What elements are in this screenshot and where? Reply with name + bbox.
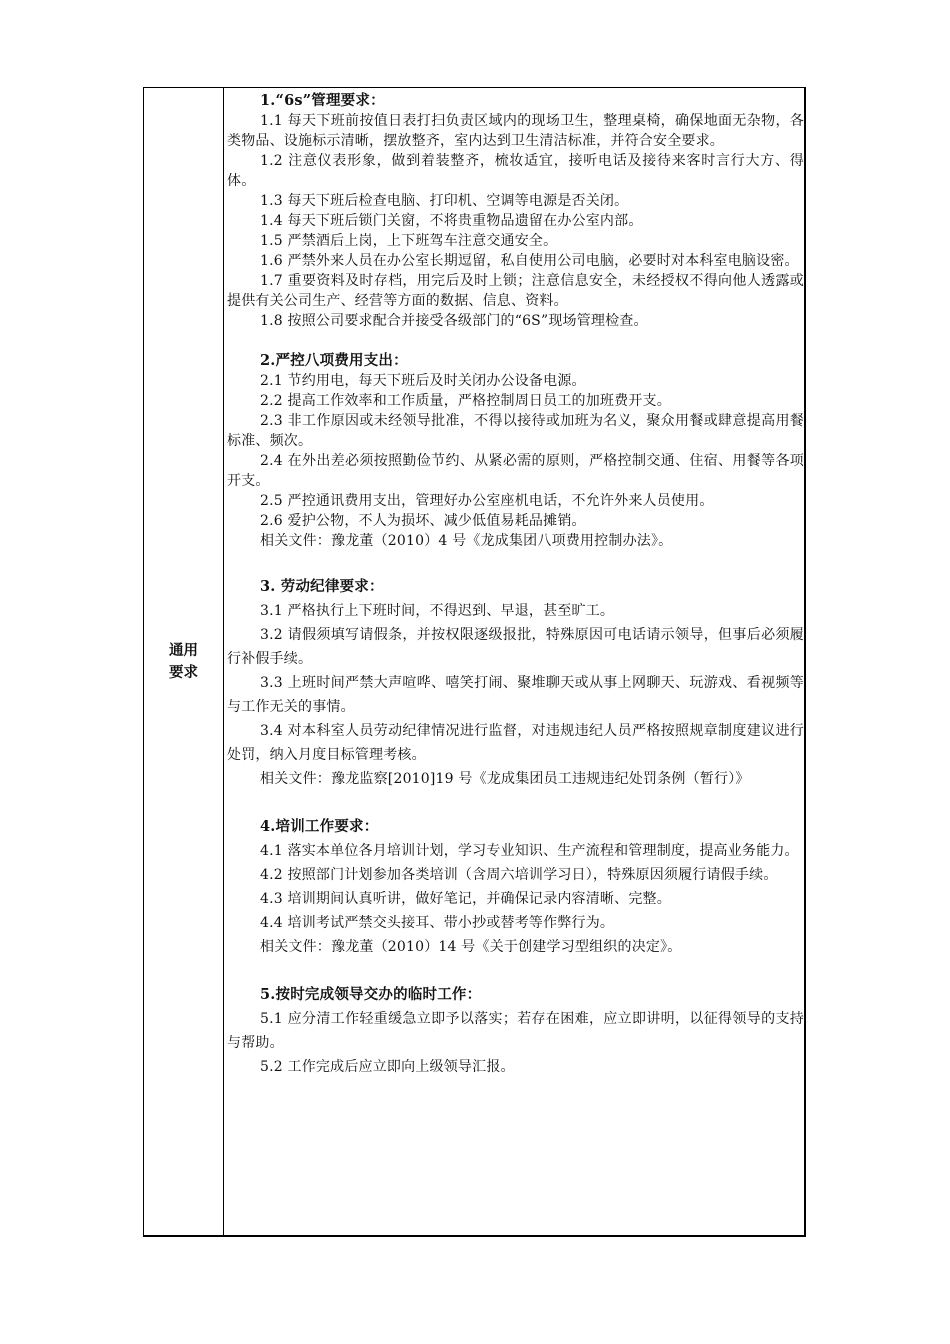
- section-heading: 4.培训工作要求：: [260, 818, 379, 835]
- list-item: 5.2 工作完成后应立即向上级领导汇报。: [260, 1059, 515, 1075]
- related-document: 相关文件：豫龙董（2010）14 号《关于创建学习型组织的决定》。: [260, 939, 682, 955]
- list-item: 1.1 每天下班前按值日表打扫负责区域内的现场卫生，整理桌椅，确保地面无杂物，各类物品、设施标示清晰，摆放整齐，室内达到卫生清洁标准，并符合安全要求。: [227, 113, 804, 149]
- list-item: 1.7 重要资料及时存档，用完后及时上锁；注意信息安全，未经授权不得向他人透露或提供有关公司生产、经营等方面的数据、信息、资料。: [227, 273, 804, 309]
- list-item: 1.4 每天下班后锁门关窗，不将贵重物品遗留在办公室内部。: [260, 213, 643, 229]
- category-label-text: 通用 要求: [169, 643, 198, 681]
- list-item: 2.2 提高工作效率和工作质量，严格控制周日员工的加班费开支。: [260, 393, 671, 409]
- list-item: 2.6 爱护公物，不人为损坏、减少低值易耗品摊销。: [260, 513, 586, 529]
- list-item: 4.1 落实本单位各月培训计划，学习专业知识、生产流程和管理制度，提高业务能力。: [260, 843, 799, 859]
- list-item: 3.3 上班时间严禁大声喧哗、嘻笑打闹、聚堆聊天或从事上网聊天、玩游戏、看视频等与工作无关的事情。: [227, 675, 804, 715]
- category-label: [144, 640, 223, 684]
- list-item: 4.4 培训考试严禁交头接耳、带小抄或替考等作弊行为。: [260, 915, 615, 931]
- list-item: 2.3 非工作原因或未经领导批准，不得以接待或加班为名义，聚众用餐或肆意提高用餐标准、频次。: [227, 413, 804, 449]
- list-item: 1.2 注意仪表形象，做到着装整齐，梳妆适宜，接听电话及接待来客时言行大方、得体。: [227, 153, 804, 189]
- related-document: 相关文件：豫龙监察[2010]19 号《龙成集团员工违规违纪处罚条例（暂行）》: [260, 771, 750, 787]
- column-divider: [223, 88, 224, 1235]
- section-heading: 5.按时完成领导交办的临时工作：: [260, 986, 482, 1003]
- list-item: 3.2 请假须填写请假条，并按权限逐级报批，特殊原因可电话请示领导，但事后必须履行补假手续。: [227, 627, 804, 667]
- list-item: 5.1 应分清工作轻重缓急立即予以落实；若存在困难，应立即讲明，以征得领导的支持与帮助。: [227, 1011, 804, 1051]
- list-item: 1.6 严禁外来人员在办公室长期逗留，私自使用公司电脑，必要时对本科室电脑设密。: [260, 253, 799, 269]
- list-item: 2.1 节约用电，每天下班后及时关闭办公设备电源。: [260, 373, 586, 389]
- list-item: 1.5 严禁酒后上岗，上下班驾车注意交通安全。: [260, 233, 558, 249]
- list-item: 3.1 严格执行上下班时间，不得迟到、早退，甚至旷工。: [260, 603, 615, 619]
- list-item: 1.3 每天下班后检查电脑、打印机、空调等电源是否关闭。: [260, 193, 629, 209]
- section-heading: 1.“6s”管理要求：: [260, 92, 385, 109]
- related-document: 相关文件：豫龙董（2010）4 号《龙成集团八项费用控制办法》。: [260, 533, 673, 549]
- list-item: 2.4 在外出差必须按照勤俭节约、从紧必需的原则，严格控制交通、住宿、用餐等各项开支。: [227, 453, 804, 489]
- section-heading: 3. 劳动纪律要求：: [260, 578, 384, 595]
- list-item: 4.2 按照部门计划参加各类培训（含周六培训学习日），特殊原因须履行请假手续。: [260, 867, 778, 883]
- requirements-table: [143, 87, 806, 1237]
- requirements-content: [227, 91, 804, 1079]
- list-item: 1.8 按照公司要求配合并接受各级部门的“6S”现场管理检查。: [260, 313, 648, 329]
- list-item: 4.3 培训期间认真听讲，做好笔记，并确保记录内容清晰、完整。: [260, 891, 671, 907]
- section-heading: 2.严控八项费用支出：: [260, 352, 408, 369]
- list-item: 2.5 严控通讯费用支出，管理好办公室座机电话，不允许外来人员使用。: [260, 493, 714, 509]
- list-item: 3.4 对本科室人员劳动纪律情况进行监督，对违规违纪人员严格按照规章制度建议进行处罚，纳入月度目标管理考核。: [227, 723, 804, 763]
